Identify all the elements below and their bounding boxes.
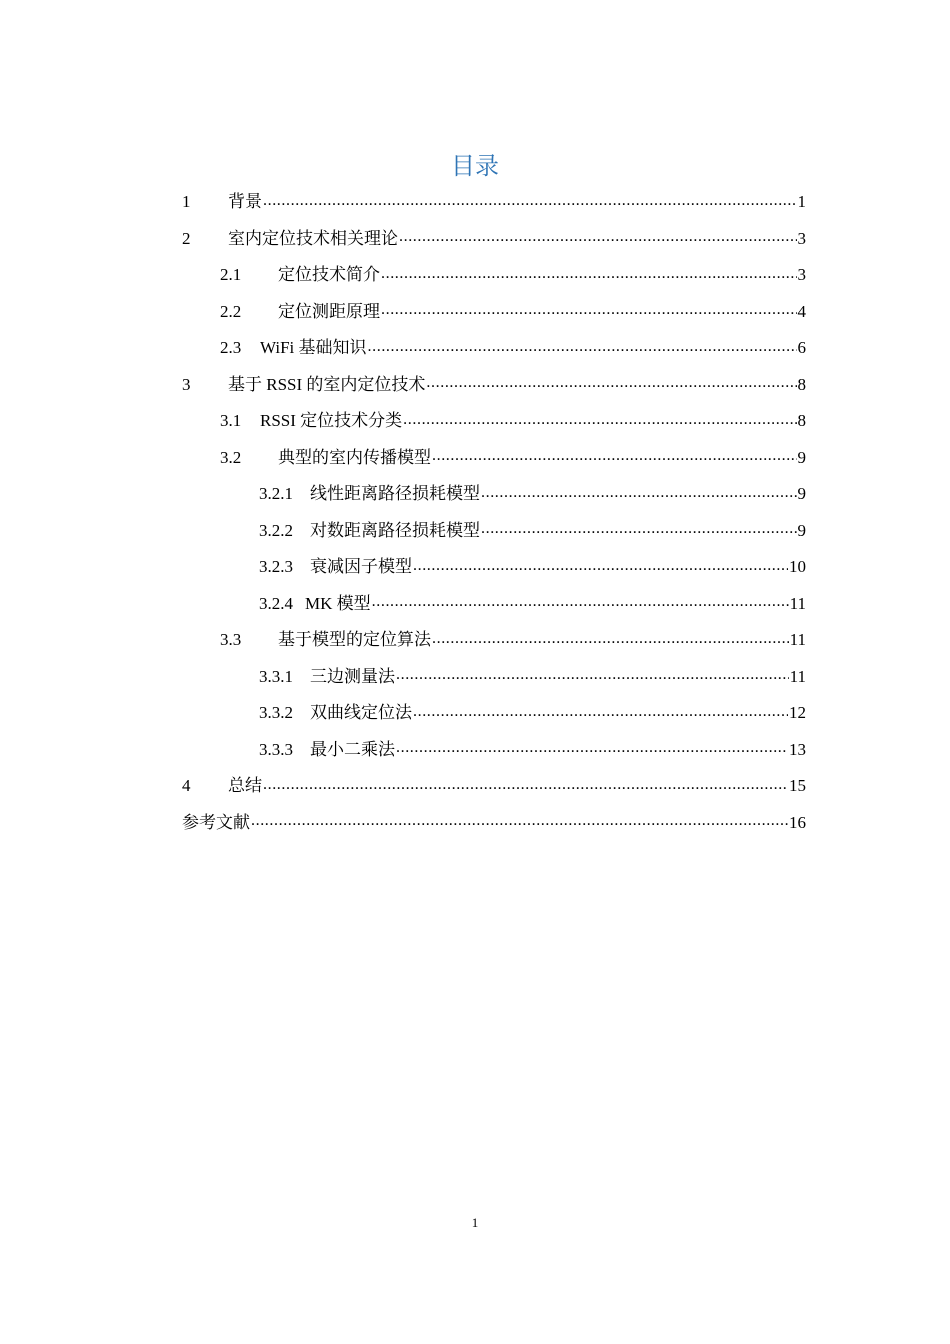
toc-entry-title: 三边测量法 bbox=[310, 666, 395, 686]
toc-title: 目录 bbox=[451, 152, 499, 180]
toc-entry[interactable] bbox=[182, 294, 806, 331]
toc-entry[interactable] bbox=[182, 330, 806, 367]
toc-entry-number: 3.1 bbox=[220, 411, 242, 430]
toc-entry-page: 13 bbox=[789, 739, 806, 759]
toc-entry-title: 定位技术简介 bbox=[278, 265, 380, 284]
toc-entry-number: 3 bbox=[182, 374, 191, 394]
toc-entry-title: 双曲线定位法 bbox=[310, 703, 412, 722]
toc-entry[interactable] bbox=[182, 659, 806, 696]
toc-entry-page: 15 bbox=[789, 776, 806, 795]
toc-dot-leader bbox=[413, 704, 788, 724]
toc-dot-leader bbox=[381, 302, 797, 322]
toc-entry-number: 3.2.3 bbox=[259, 557, 293, 576]
toc-entry-page: 9 bbox=[797, 520, 806, 540]
toc-entry-title: 参考文献 bbox=[182, 812, 250, 832]
toc-entry[interactable] bbox=[182, 221, 806, 258]
toc-dot-leader bbox=[481, 521, 797, 541]
toc-dot-leader bbox=[426, 375, 796, 395]
toc-entry-title: 基于 RSSI 的室内定位技术 bbox=[228, 374, 426, 394]
toc-entry[interactable] bbox=[182, 695, 806, 732]
toc-entry-page: 12 bbox=[789, 703, 806, 722]
toc-dot-leader bbox=[263, 777, 788, 797]
toc-dot-leader bbox=[432, 631, 789, 651]
toc-entry-title: 衰减因子模型 bbox=[310, 557, 412, 576]
toc-entry-number: 3.2.2 bbox=[259, 520, 293, 540]
toc-entry-page: 9 bbox=[797, 484, 806, 503]
toc-entry-title: 对数距离路径损耗模型 bbox=[310, 520, 480, 540]
toc-entry-page: 16 bbox=[789, 812, 806, 832]
toc-dot-leader bbox=[396, 740, 788, 760]
toc-entry-number: 2 bbox=[182, 228, 191, 248]
toc-entry-title: 典型的室内传播模型 bbox=[278, 447, 431, 467]
toc-entry-page: 8 bbox=[797, 411, 806, 430]
toc-dot-leader bbox=[481, 485, 797, 505]
toc-entry-page: 3 bbox=[797, 228, 806, 248]
toc-entry-number: 4 bbox=[182, 776, 191, 795]
toc-entry[interactable] bbox=[182, 403, 806, 440]
toc-dot-leader bbox=[263, 193, 797, 213]
toc-dot-leader bbox=[396, 667, 789, 687]
toc-entry-page: 4 bbox=[797, 301, 806, 321]
toc-entry-number: 3.3.1 bbox=[259, 666, 293, 686]
toc-entry-number: 1 bbox=[182, 192, 191, 211]
toc-dot-leader bbox=[399, 229, 797, 249]
toc-entry-number: 3.2 bbox=[220, 447, 242, 467]
toc-entry-number: 3.2.4 bbox=[259, 593, 293, 613]
toc-entry-page: 6 bbox=[797, 338, 806, 357]
toc-entry[interactable] bbox=[182, 367, 806, 404]
toc-dot-leader bbox=[403, 412, 796, 432]
toc-entry-title: 线性距离路径损耗模型 bbox=[310, 484, 480, 503]
toc-entry-page: 1 bbox=[797, 192, 806, 211]
toc-entry-page: 9 bbox=[797, 447, 806, 467]
toc-entry-number: 2.2 bbox=[220, 301, 242, 321]
toc-entry-title: 总结 bbox=[228, 776, 262, 795]
table-of-contents bbox=[182, 184, 806, 841]
toc-entry-number: 3.3.2 bbox=[259, 703, 293, 722]
toc-dot-leader bbox=[381, 266, 797, 286]
toc-entry-page: 11 bbox=[789, 630, 806, 649]
toc-entry-title: RSSI 定位技术分类 bbox=[260, 411, 403, 430]
toc-entry-page: 11 bbox=[789, 593, 806, 613]
toc-entry[interactable] bbox=[182, 257, 806, 294]
toc-entry-title: WiFi 基础知识 bbox=[260, 338, 367, 357]
toc-entry-title: 最小二乘法 bbox=[310, 739, 395, 759]
toc-dot-leader bbox=[251, 813, 788, 833]
toc-entry-page: 10 bbox=[789, 557, 806, 576]
toc-entry-number: 3.3 bbox=[220, 630, 242, 649]
toc-entry[interactable] bbox=[182, 513, 806, 550]
toc-entry-number: 3.3.3 bbox=[259, 739, 293, 759]
toc-entry-number: 3.2.1 bbox=[259, 484, 293, 503]
toc-entry-title: 基于模型的定位算法 bbox=[278, 630, 431, 649]
toc-entry-title: MK 模型 bbox=[305, 593, 371, 613]
toc-entry[interactable] bbox=[182, 586, 806, 623]
toc-entry-page: 3 bbox=[797, 265, 806, 284]
toc-entry-title: 定位测距原理 bbox=[278, 301, 380, 321]
toc-entry-number: 2.1 bbox=[220, 265, 242, 284]
toc-entry[interactable] bbox=[182, 732, 806, 769]
toc-dot-leader bbox=[368, 339, 797, 359]
toc-dot-leader bbox=[432, 448, 797, 468]
toc-entry-number: 2.3 bbox=[220, 338, 242, 357]
toc-entry-page: 11 bbox=[789, 666, 806, 686]
toc-entry[interactable] bbox=[182, 622, 806, 659]
toc-dot-leader bbox=[372, 594, 789, 614]
toc-entry[interactable] bbox=[182, 476, 806, 513]
footer-page-number: 1 bbox=[471, 1215, 479, 1230]
toc-entry-page: 8 bbox=[797, 374, 806, 394]
toc-entry[interactable] bbox=[182, 549, 806, 586]
toc-dot-leader bbox=[413, 558, 788, 578]
toc-entry-title: 室内定位技术相关理论 bbox=[228, 228, 398, 248]
toc-entry[interactable] bbox=[182, 184, 806, 221]
toc-entry-title: 背景 bbox=[228, 192, 262, 211]
toc-entry[interactable] bbox=[182, 768, 806, 805]
toc-entry-references[interactable] bbox=[182, 805, 806, 842]
toc-entry[interactable] bbox=[182, 440, 806, 477]
